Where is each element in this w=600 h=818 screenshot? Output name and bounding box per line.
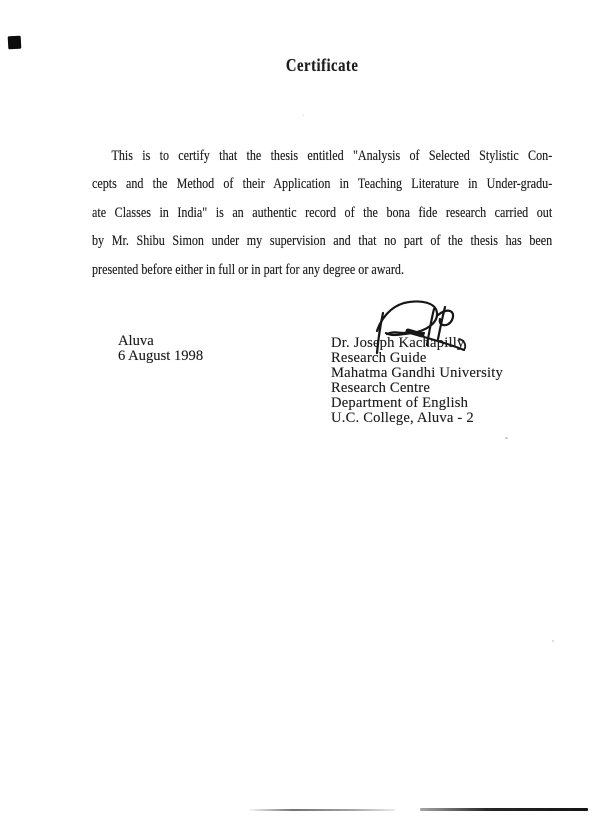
body-line: by Mr. Shibu Simon under my supervision and that no part of the thesis has been (92, 233, 553, 250)
signer-institution: Mahatma Gandhi University (331, 365, 503, 381)
bottom-scan-line-right (420, 808, 588, 811)
signer-department: Department of English (331, 395, 469, 411)
page-title-text: Certificate (285, 55, 359, 75)
scan-speck (505, 437, 508, 439)
scan-speck (552, 640, 554, 642)
signer-college: U.C. College, Aluva - 2 (331, 410, 474, 426)
body-line: cepts and the Method of their Application in Teaching Literature in Under-gradu- (92, 176, 553, 193)
body-line: ate Classes in India" is an authentic record of the bona fide research carried out (92, 204, 553, 221)
place-label: Aluva (118, 333, 154, 349)
signer-role: Research Guide (331, 350, 427, 366)
scan-speck (302, 115, 304, 116)
certificate-body (92, 142, 552, 284)
body-line: presented before either in full or in part for any degree or award. (92, 261, 404, 278)
signer-unit: Research Centre (331, 380, 431, 396)
signer-name: Dr. Joseph Kachapilly (331, 335, 465, 351)
bottom-scan-line-left (249, 809, 395, 811)
place-date-block (118, 334, 203, 364)
signer-block (331, 336, 503, 426)
body-line: This is to certify that the thesis entitled "Analysis of Selected Stylistic Con- (111, 148, 553, 164)
page-title (92, 55, 552, 76)
date-label: 6 August 1998 (118, 348, 204, 364)
corner-scan-artifact (8, 36, 22, 50)
